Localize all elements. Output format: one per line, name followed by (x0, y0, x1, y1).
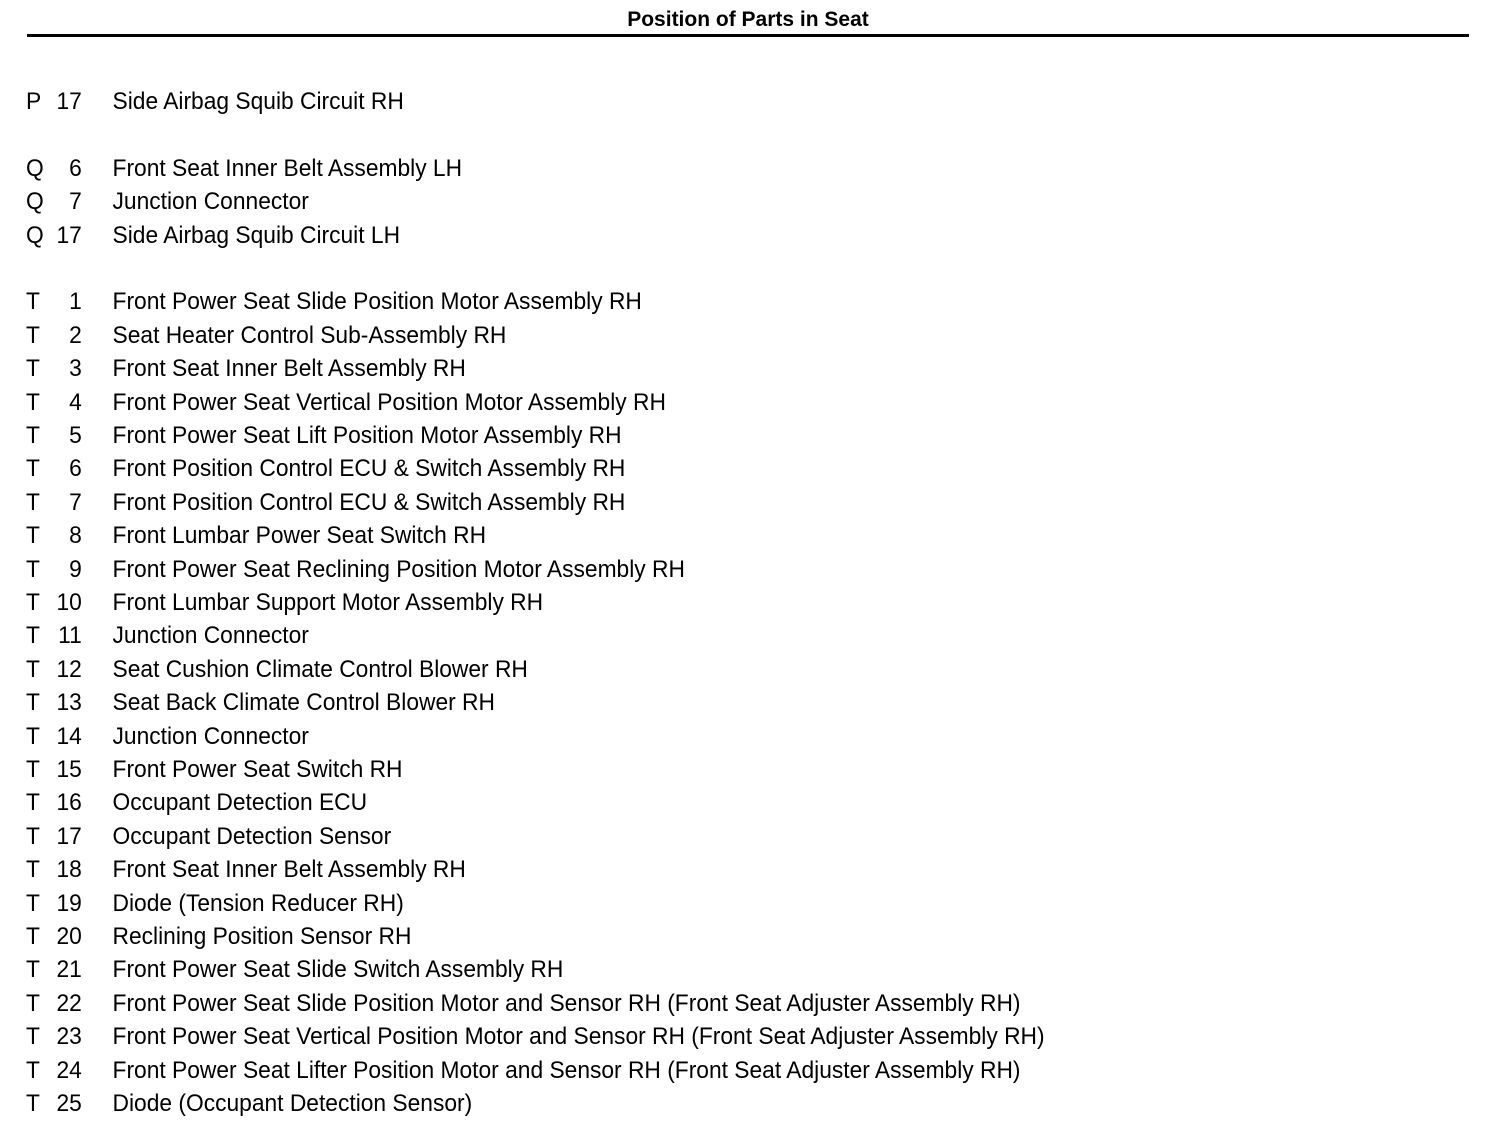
part-grid-code: T (26, 890, 40, 917)
part-description: Front Power Seat Lift Position Motor Assembly RH (112, 422, 622, 449)
part-number: 21 (56, 956, 82, 983)
part-number: 17 (56, 222, 82, 249)
part-grid-code: T (26, 322, 40, 349)
part-grid-code: T (26, 288, 40, 315)
part-number: 2 (69, 322, 82, 349)
part-description: Front Position Control ECU & Switch Assembly RH (112, 455, 626, 482)
part-description: Side Airbag Squib Circuit LH (112, 222, 401, 249)
part-description: Front Seat Inner Belt Assembly RH (112, 355, 466, 382)
part-number: 3 (69, 355, 82, 382)
part-description: Diode (Tension Reducer RH) (112, 890, 404, 917)
part-number: 9 (69, 556, 82, 583)
part-grid-code: Q (26, 222, 44, 249)
part-number: 12 (56, 656, 82, 683)
part-number: 5 (69, 422, 82, 449)
part-number: 24 (56, 1057, 82, 1084)
part-grid-code: Q (26, 188, 44, 215)
part-number: 10 (56, 589, 82, 616)
part-number: 7 (69, 188, 82, 215)
part-number: 17 (56, 88, 82, 115)
part-grid-code: T (26, 789, 40, 816)
part-description: Diode (Occupant Detection Sensor) (112, 1090, 473, 1117)
part-grid-code: P (26, 88, 42, 115)
part-description: Front Power Seat Vertical Position Motor Assembly RH (112, 389, 666, 416)
part-number: 18 (56, 856, 82, 883)
part-number: 17 (56, 823, 82, 850)
part-description: Front Lumbar Support Motor Assembly RH (112, 589, 544, 616)
part-description: Front Power Seat Slide Position Motor and Sensor RH (Front Seat Adjuster Assembly RH) (112, 990, 1021, 1017)
part-number: 20 (56, 923, 82, 950)
part-description: Front Power Seat Vertical Position Motor and Sensor RH (Front Seat Adjuster Assembly RH) (112, 1023, 1045, 1050)
part-description: Front Position Control ECU & Switch Assembly RH (112, 489, 626, 516)
part-description: Front Power Seat Switch RH (112, 756, 403, 783)
part-number: 14 (56, 723, 82, 750)
part-number: 7 (69, 489, 82, 516)
part-description: Junction Connector (112, 723, 309, 750)
part-grid-code: T (26, 956, 40, 983)
part-description: Seat Back Climate Control Blower RH (112, 689, 495, 716)
part-grid-code: T (26, 556, 40, 583)
part-description: Seat Cushion Climate Control Blower RH (112, 656, 528, 683)
part-grid-code: T (26, 1023, 40, 1050)
part-number: 8 (69, 522, 82, 549)
part-grid-code: T (26, 589, 40, 616)
part-grid-code: T (26, 689, 40, 716)
part-description: Junction Connector (112, 622, 309, 649)
title-divider (27, 34, 1469, 37)
part-grid-code: T (26, 823, 40, 850)
part-description: Front Power Seat Slide Switch Assembly RH (112, 956, 564, 983)
part-description: Occupant Detection Sensor (112, 823, 392, 850)
part-grid-code: T (26, 422, 40, 449)
part-description: Front Power Seat Slide Position Motor Assembly RH (112, 288, 642, 315)
page-title: Position of Parts in Seat (627, 8, 869, 31)
part-grid-code: T (26, 389, 40, 416)
part-number: 15 (56, 756, 82, 783)
part-grid-code: T (26, 622, 40, 649)
part-description: Front Seat Inner Belt Assembly RH (112, 856, 466, 883)
part-grid-code: T (26, 522, 40, 549)
part-number: 19 (56, 890, 82, 917)
part-grid-code: Q (26, 155, 44, 182)
part-description: Reclining Position Sensor RH (112, 923, 412, 950)
part-grid-code: T (26, 1090, 40, 1117)
part-description: Front Lumbar Power Seat Switch RH (112, 522, 487, 549)
part-description: Seat Heater Control Sub-Assembly RH (112, 322, 507, 349)
part-description: Junction Connector (112, 188, 309, 215)
part-grid-code: T (26, 489, 40, 516)
part-grid-code: T (26, 856, 40, 883)
part-number: 11 (58, 622, 82, 649)
part-grid-code: T (26, 656, 40, 683)
part-description: Occupant Detection ECU (112, 789, 368, 816)
part-number: 1 (69, 288, 82, 315)
part-description: Front Power Seat Reclining Position Motor Assembly RH (112, 556, 685, 583)
part-description: Front Power Seat Lifter Position Motor and Sensor RH (Front Seat Adjuster Assembly RH) (112, 1057, 1021, 1084)
part-grid-code: T (26, 723, 40, 750)
part-number: 6 (69, 455, 82, 482)
part-grid-code: T (26, 990, 40, 1017)
part-number: 16 (56, 789, 82, 816)
part-description: Side Airbag Squib Circuit RH (112, 88, 404, 115)
part-description: Front Seat Inner Belt Assembly LH (112, 155, 463, 182)
part-number: 13 (56, 689, 82, 716)
part-number: 23 (56, 1023, 82, 1050)
part-grid-code: T (26, 355, 40, 382)
part-grid-code: T (26, 756, 40, 783)
part-number: 25 (56, 1090, 82, 1117)
part-grid-code: T (26, 923, 40, 950)
part-number: 6 (69, 155, 82, 182)
part-grid-code: T (26, 1057, 40, 1084)
part-number: 4 (69, 389, 82, 416)
part-number: 22 (56, 990, 82, 1017)
part-grid-code: T (26, 455, 40, 482)
